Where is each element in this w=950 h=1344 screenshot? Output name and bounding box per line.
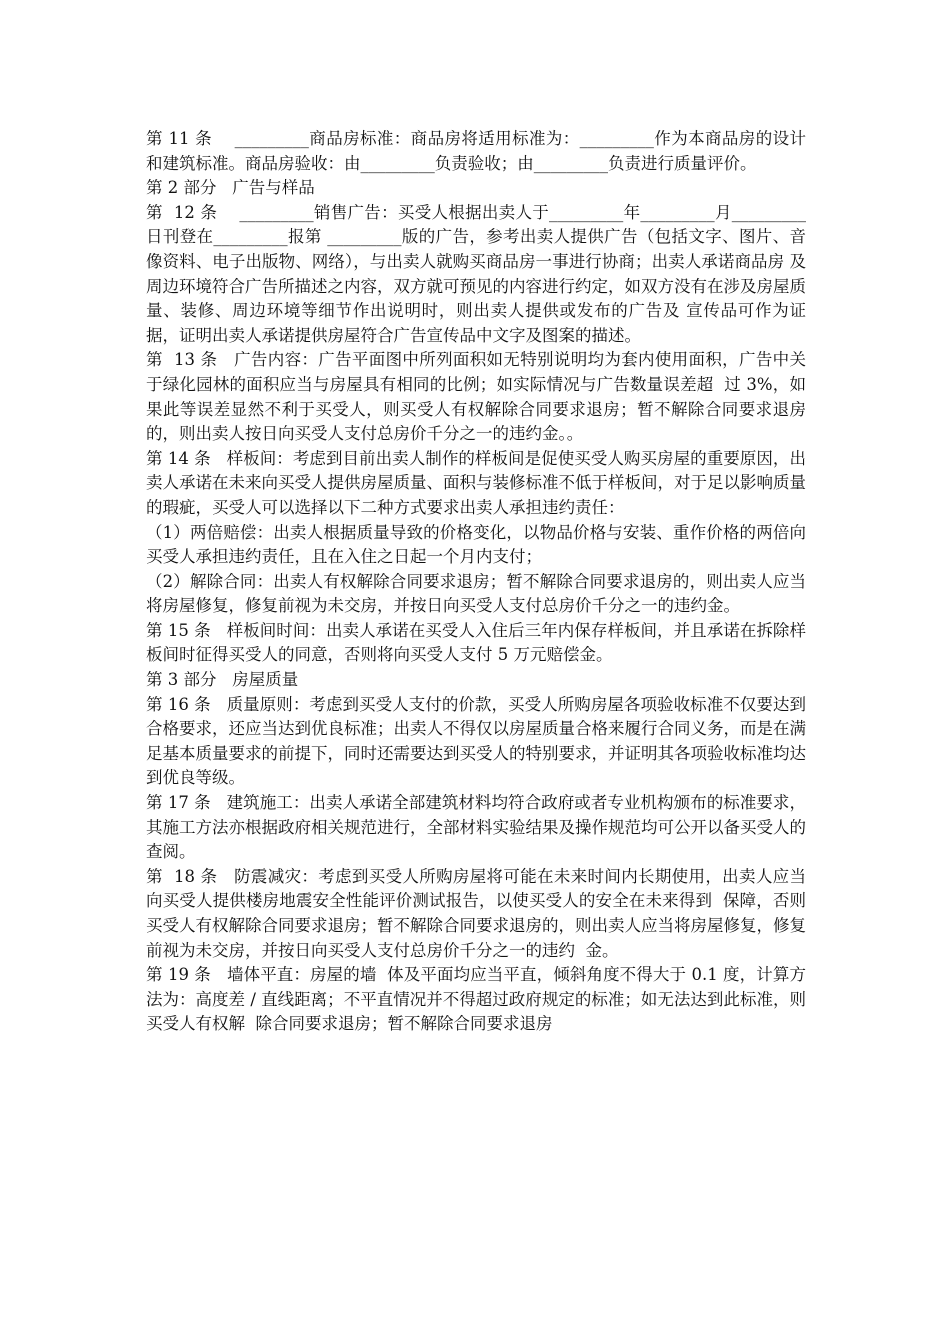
article-15-paragraph: 第 15 条 样板间时间：出卖人承诺在买受人入住后三年内保存样板间，并且承诺在拆除样板间时征得买受人的同意，否则将向买受人支付 5 万元赔偿金。	[146, 620, 806, 665]
article-14-option-1: （1）两倍赔偿：出卖人根据质量导致的价格变化，以物品价格与安装、重作价格的两倍向买受人承担违约责任，且在入住之日起一个月内支付；	[146, 522, 806, 567]
article-14-option-2: （2）解除合同：出卖人有权解除合同要求退房；暂不解除合同要求退房的，则出卖人应当将房屋修复，修复前视为未交房，并按日向买受人支付总房价千分之一的违约金。	[146, 571, 806, 616]
article-14-paragraph: 第 14 条 样板间：考虑到目前出卖人制作的样板间是促使买受人购买房屋的重要原因，出卖人承诺在未来向买受人提供房屋质量、面积与装修标准不低于样板间，对于足以影响质量的瑕疵，买受人可以选择以下二种方式要求出卖人承担违约责任：	[146, 448, 806, 517]
article-18-paragraph: 第 18 条 防震减灾：考虑到买受人所购房屋将可能在未来时间内长期使用，出卖人应当向买受人提供楼房地震安全性能评价测试报告，以使买受人的安全在未来得到 保障，否则买受人有权解除合同要求退房；暂不解除合同要求退房的，则出卖人应当将房屋修复，修复前视为未交房，并按日向买受人支付总房价千分之一的违约 金。	[146, 866, 806, 960]
article-16-paragraph: 第 16 条 质量原则：考虑到买受人支付的价款，买受人所购房屋各项验收标准不仅要达到合格要求，还应当达到优良标准；出卖人不得仅以房屋质量合格来履行合同义务，而是在满足基本质量要求的前提下，同时还需要达到买受人的特别要求，并证明其各项验收标准均达到优良等级。	[146, 694, 806, 788]
article-12-paragraph: 第 12 条 _________销售广告：买受人根据出卖人于_________年_________月_________日刊登在_________报第 _________版的广告，参考出卖人提供广告（包括文字、图片、音像资料、电子出版物、网络），与出卖人就购买商品房一事进行协商；出卖人承诺商品房 及周边环境符合广告所描述之内容，双方就可预见的内容进行约定，如双方没有在涉及房屋质量、装修、周边环境等细节作出说明时，则出卖人提供或发布的广告及 宣传品可作为证据，证明出卖人承诺提供房屋符合广告宣传品中文字及图案的描述。	[146, 202, 806, 345]
article-11-paragraph: 第 11 条 _________商品房标准：商品房将适用标准为：_________作为本商品房的设计和建筑标准。商品房验收：由_________负责验收；由_________负责进行质量评价。	[146, 129, 806, 173]
part-3-heading: 第 3 部分 房屋质量	[146, 670, 299, 690]
article-19-paragraph: 第 19 条 墙体平直：房屋的墙 体及平面均应当平直，倾斜角度不得大于 0.1 度，计算方法为：高度差 / 直线距离；不平直情况并不得超过政府规定的标准；如无法达到此标准，则买受人有权解 除合同要求退房；暂不解除合同要求退房	[146, 965, 806, 1034]
article-17-paragraph: 第 17 条 建筑施工：出卖人承诺全部建筑材料均符合政府或者专业机构颁布的标准要求，其施工方法亦根据政府相关规范进行，全部材料实验结果及操作规范均可公开以备买受人的查阅。	[146, 793, 806, 862]
document-page	[146, 127, 806, 1037]
article-13-paragraph: 第 13 条 广告内容：广告平面图中所列面积如无特别说明均为套内使用面积，广告中关于绿化园林的面积应当与房屋具有相同的比例；如实际情况与广告数量误差超 过 3%，如果此等误差显然不利于买受人，则买受人有权解除合同要求退房；暂不解除合同要求退房的，则出卖人按日向买受人支付总房价千分之一的违约金。。	[146, 350, 806, 444]
part-2-heading: 第 2 部分 广告与样品	[146, 178, 315, 198]
